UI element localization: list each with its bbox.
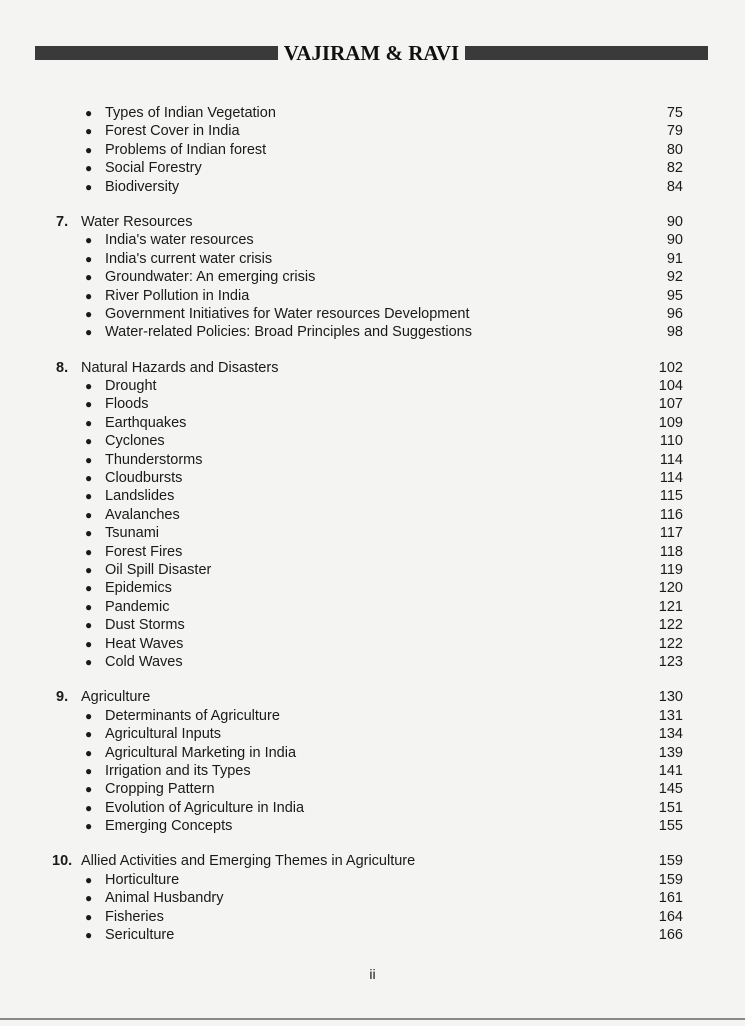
toc-item-label: Social Forestry [105,160,202,177]
toc-item [0,616,745,634]
bullet-icon: ● [85,526,93,541]
bullet-icon: ● [85,489,93,504]
toc-section [0,688,745,835]
section-title: Allied Activities and Emerging Themes in Agriculture [81,853,416,870]
toc-item [0,141,745,159]
toc-item-page: 119 [659,561,683,578]
section-heading-row [0,359,745,377]
toc-item-page: 145 [658,781,683,798]
toc-item-page: 121 [658,598,683,615]
bullet-icon: ● [85,708,93,723]
toc-item-label: Forest Cover in India [105,123,240,140]
toc-item [0,231,745,249]
toc-item [0,926,745,944]
toc-section [0,359,745,672]
section-page: 159 [658,853,683,870]
bullet-icon: ● [85,452,93,467]
toc-section [0,104,745,196]
bullet-icon: ● [85,891,93,906]
bottom-edge [0,1018,745,1020]
toc-item-label: India's current water crisis [105,250,273,267]
bullet-icon: ● [85,415,93,430]
toc-item-label: India's water resources [105,232,254,249]
toc-item-label: Epidemics [105,580,172,597]
toc-item [0,561,745,579]
toc-item-label: Emerging Concepts [105,818,233,835]
toc-item-page: 107 [658,396,683,413]
toc-item-label: Irrigation and its Types [105,762,251,779]
toc-item [0,598,745,616]
section-number: 8. [56,359,69,376]
section-number: 10. [52,853,73,870]
toc-item-page: 122 [658,617,683,634]
bullet-icon: ● [85,270,93,285]
toc-item-label: Animal Husbandry [105,890,224,907]
toc-section [0,852,745,944]
bullet-icon: ● [85,124,93,139]
toc-item-label: Cloudbursts [105,470,183,487]
toc-item-page: 151 [658,799,683,816]
toc-item-label: River Pollution in India [105,287,250,304]
section-page: 130 [658,689,683,706]
toc-item-page: 92 [666,269,683,286]
bullet-icon: ● [85,636,93,651]
toc-item-label: Groundwater: An emerging crisis [105,269,316,286]
bullet-icon: ● [85,909,93,924]
toc-item-label: Cyclones [105,433,165,450]
toc-item-page: 141 [658,762,683,779]
toc-item-label: Problems of Indian forest [105,141,267,158]
toc-item [0,524,745,542]
bullet-icon: ● [85,179,93,194]
toc-item-page: 159 [658,871,683,888]
toc-item [0,250,745,268]
bullet-icon: ● [85,161,93,176]
header-bar-right [465,46,708,60]
toc-item-label: Heat Waves [105,635,184,652]
section-title: Water Resources [81,213,193,230]
toc-item-page: 84 [666,178,683,195]
toc-item-page: 110 [659,433,683,450]
toc-item [0,268,745,286]
toc-item [0,799,745,817]
toc-item-label: Government Initiatives for Water resources Development [105,305,470,322]
toc-item-page: 131 [658,707,683,724]
bullet-icon: ● [85,306,93,321]
toc-item-page: 114 [659,470,683,487]
toc-item [0,780,745,798]
toc-item [0,725,745,743]
bullet-icon: ● [85,618,93,633]
toc-item-label: Cold Waves [105,653,183,670]
toc-item-label: Oil Spill Disaster [105,561,212,578]
section-heading-row [0,852,745,870]
toc-item-label: Water-related Policies: Broad Principles and Suggestions [105,324,472,341]
toc-item-label: Horticulture [105,871,180,888]
bullet-icon: ● [85,471,93,486]
toc-item [0,817,745,835]
toc-item-label: Sericulture [105,927,175,944]
bullet-icon: ● [85,106,93,120]
toc-item [0,395,745,413]
toc-item [0,744,745,762]
toc-item [0,707,745,725]
bullet-icon: ● [85,251,93,266]
bullet-icon: ● [85,379,93,394]
toc-item-label: Pandemic [105,598,170,615]
toc-item-page: 122 [658,635,683,652]
toc-item-label: Landslides [105,488,175,505]
toc-item-label: Evolution of Agriculture in India [105,799,305,816]
toc-item [0,287,745,305]
toc-item-label: Thunderstorms [105,451,203,468]
bullet-icon: ● [85,507,93,522]
toc-item-label: Agricultural Inputs [105,726,222,743]
bullet-icon: ● [85,434,93,449]
section-title: Natural Hazards and Disasters [81,359,279,376]
toc-item-label: Agricultural Marketing in India [105,744,297,761]
toc-item-label: Forest Fires [105,543,183,560]
toc-item-label: Drought [105,378,157,395]
page-header [35,40,708,65]
toc-item-page: 82 [666,160,683,177]
header-bar-left [35,46,278,60]
toc-item-page: 98 [666,324,683,341]
toc-item-page: 120 [658,580,683,597]
toc-item [0,889,745,907]
toc-item-page: 123 [658,653,683,670]
toc-item-label: Biodiversity [105,178,180,195]
toc-item [0,762,745,780]
bullet-icon: ● [85,763,93,778]
toc-item-page: 90 [666,232,683,249]
toc-item-page: 104 [658,378,683,395]
toc-item-page: 161 [658,890,683,907]
toc-item-label: Cropping Pattern [105,781,215,798]
bullet-icon: ● [85,872,93,887]
toc-item [0,871,745,889]
toc-item [0,543,745,561]
toc-item [0,653,745,671]
toc-item-page: 118 [659,543,683,560]
bullet-icon: ● [85,581,93,596]
bullet-icon: ● [85,745,93,760]
toc-item [0,908,745,926]
toc-item [0,104,745,122]
toc-item-page: 164 [658,908,683,925]
toc-item-label: Floods [105,396,149,413]
bullet-icon: ● [85,654,93,669]
toc-item-label: Avalanches [105,506,180,523]
toc-item [0,414,745,432]
bullet-icon: ● [85,727,93,742]
bullet-icon: ● [85,562,93,577]
bullet-icon: ● [85,397,93,412]
toc-item-page: 80 [666,141,683,158]
toc-item [0,635,745,653]
bullet-icon: ● [85,782,93,797]
toc-item-label: Determinants of Agriculture [105,707,280,724]
bullet-icon: ● [85,544,93,559]
toc-item [0,178,745,196]
toc-item-page: 95 [666,287,683,304]
toc-section [0,213,745,342]
toc-item [0,451,745,469]
toc-item-page: 166 [658,927,683,944]
bullet-icon: ● [85,928,93,943]
bullet-icon: ● [85,233,93,248]
toc-item-page: 75 [666,105,683,121]
bullet-icon: ● [85,800,93,815]
toc-item-page: 91 [666,250,683,267]
table-of-contents [0,104,745,944]
bullet-icon: ● [85,142,93,157]
toc-item [0,506,745,524]
toc-item [0,377,745,395]
section-heading-row [0,213,745,231]
toc-item-label: Tsunami [105,525,159,542]
toc-item-page: 117 [659,525,683,542]
toc-item-page: 116 [659,506,683,523]
toc-item [0,122,745,140]
toc-item-label: Earthquakes [105,414,187,431]
toc-item [0,487,745,505]
toc-item [0,305,745,323]
bullet-icon: ● [85,819,93,834]
toc-item [0,469,745,487]
toc-item [0,323,745,341]
toc-item-label: Types of Indian Vegetation [105,105,276,121]
toc-item-page: 79 [666,123,683,140]
bullet-icon: ● [85,325,93,340]
page-number: ii [369,966,376,982]
toc-item [0,432,745,450]
toc-item-label: Dust Storms [105,617,185,634]
section-page: 90 [666,213,683,230]
section-heading-row [0,688,745,706]
toc-item-label: Fisheries [105,908,164,925]
toc-item-page: 134 [658,726,683,743]
toc-item-page: 96 [666,305,683,322]
toc-item [0,159,745,177]
section-page: 102 [658,359,683,376]
toc-item-page: 114 [659,451,683,468]
bullet-icon: ● [85,599,93,614]
section-title: Agriculture [81,689,151,706]
header-title: VAJIRAM & RAVI [283,40,460,65]
toc-item-page: 139 [658,744,683,761]
toc-item [0,579,745,597]
section-number: 7. [56,213,69,230]
toc-item-page: 109 [658,414,683,431]
toc-item-page: 115 [659,488,683,505]
section-number: 9. [56,689,69,706]
toc-item-page: 155 [658,818,683,835]
bullet-icon: ● [85,288,93,303]
